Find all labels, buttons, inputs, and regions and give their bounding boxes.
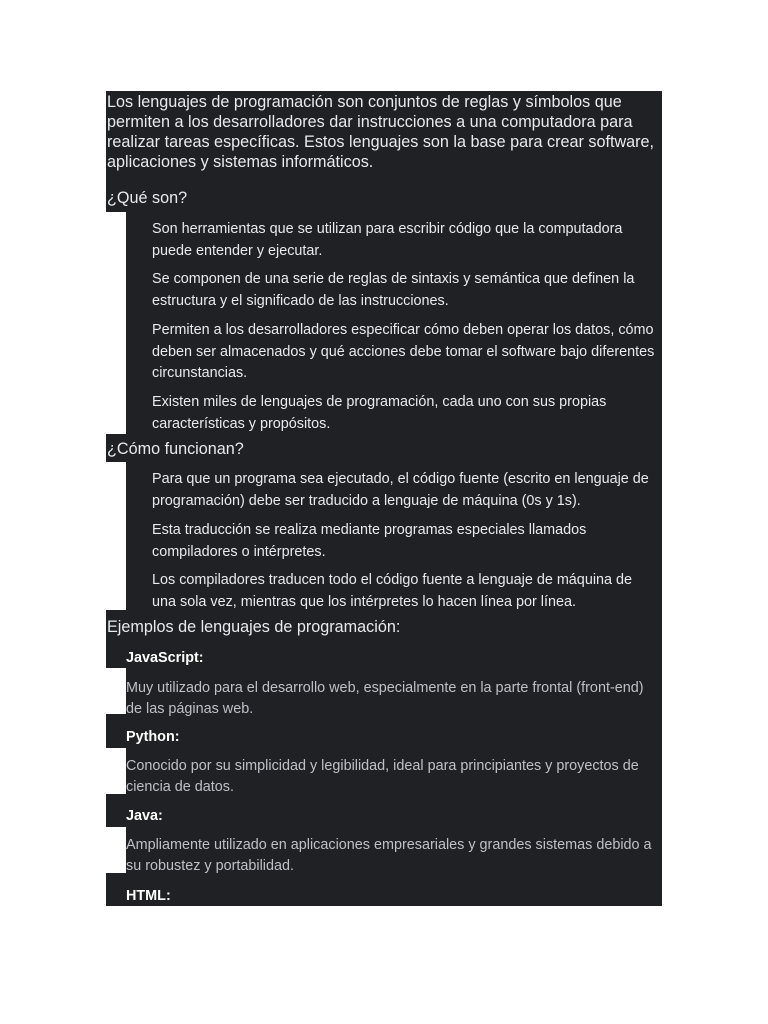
- bullet: [102, 736, 106, 740]
- example-indent: [106, 748, 126, 794]
- example-indent: [106, 827, 126, 873]
- bullet: [102, 815, 106, 819]
- list-item: Para que un programa sea ejecutado, el código fuente (escrito en lenguaje de programación) debe ser traducido a lenguaje de máquina (0s y 1s).: [152, 471, 649, 509]
- example-title: Java:: [126, 808, 163, 824]
- bullet: [130, 229, 134, 233]
- list-indent: [106, 212, 126, 434]
- example-title: JavaScript:: [126, 650, 204, 666]
- example-indent: [106, 668, 126, 714]
- bullet: [130, 530, 134, 534]
- bullet: [130, 330, 134, 334]
- heading-que-son: ¿Qué son?: [107, 189, 188, 207]
- example-description: Conocido por su simplicidad y legibilidad, ideal para principiantes y proyectos de ciencia de datos.: [126, 758, 639, 795]
- list-indent: [106, 462, 126, 610]
- bullet: [130, 580, 134, 584]
- bullet: [130, 280, 134, 284]
- list-item: Se componen de una serie de reglas de sintaxis y semántica que definen la estructura y el significado de las instrucciones.: [152, 271, 635, 309]
- intro-paragraph: Los lenguajes de programación son conjuntos de reglas y símbolos que permiten a los desarrolladores dar instrucciones a una computadora para realizar tareas específicas. Estos lenguajes son la base para crear software, aplicaciones y sistemas informáticos.: [107, 93, 655, 171]
- bullet: [102, 656, 106, 660]
- list-item: Esta traducción se realiza mediante programas especiales llamados compiladores o intérpretes.: [152, 522, 587, 560]
- heading-como-funcionan: ¿Cómo funcionan?: [107, 440, 244, 458]
- list-item: Permiten a los desarrolladores especificar cómo deben operar los datos, cómo deben ser almacenados y qué acciones debe tomar el software bajo diferentes circunstancias.: [152, 322, 655, 381]
- example-title: Python:: [126, 729, 180, 745]
- example-title: HTML:: [126, 888, 171, 904]
- heading-ejemplos: Ejemplos de lenguajes de programación:: [107, 618, 401, 636]
- bullet: [130, 479, 134, 483]
- bullet: [102, 894, 106, 898]
- list-item: Son herramientas que se utilizan para escribir código que la computadora puede entender y ejecutar.: [152, 221, 623, 259]
- list-item: Los compiladores traducen todo el código fuente a lenguaje de máquina de una sola vez, mientras que los intérpretes lo hacen línea por línea.: [152, 572, 633, 610]
- list-item: Existen miles de lenguajes de programación, cada uno con sus propias características y propósitos.: [152, 394, 607, 432]
- bullet: [130, 402, 134, 406]
- example-description: Ampliamente utilizado en aplicaciones empresariales y grandes sistemas debido a su robustez y portabilidad.: [126, 837, 652, 874]
- example-description: Muy utilizado para el desarrollo web, especialmente en la parte frontal (front-end) de las páginas web.: [126, 680, 644, 717]
